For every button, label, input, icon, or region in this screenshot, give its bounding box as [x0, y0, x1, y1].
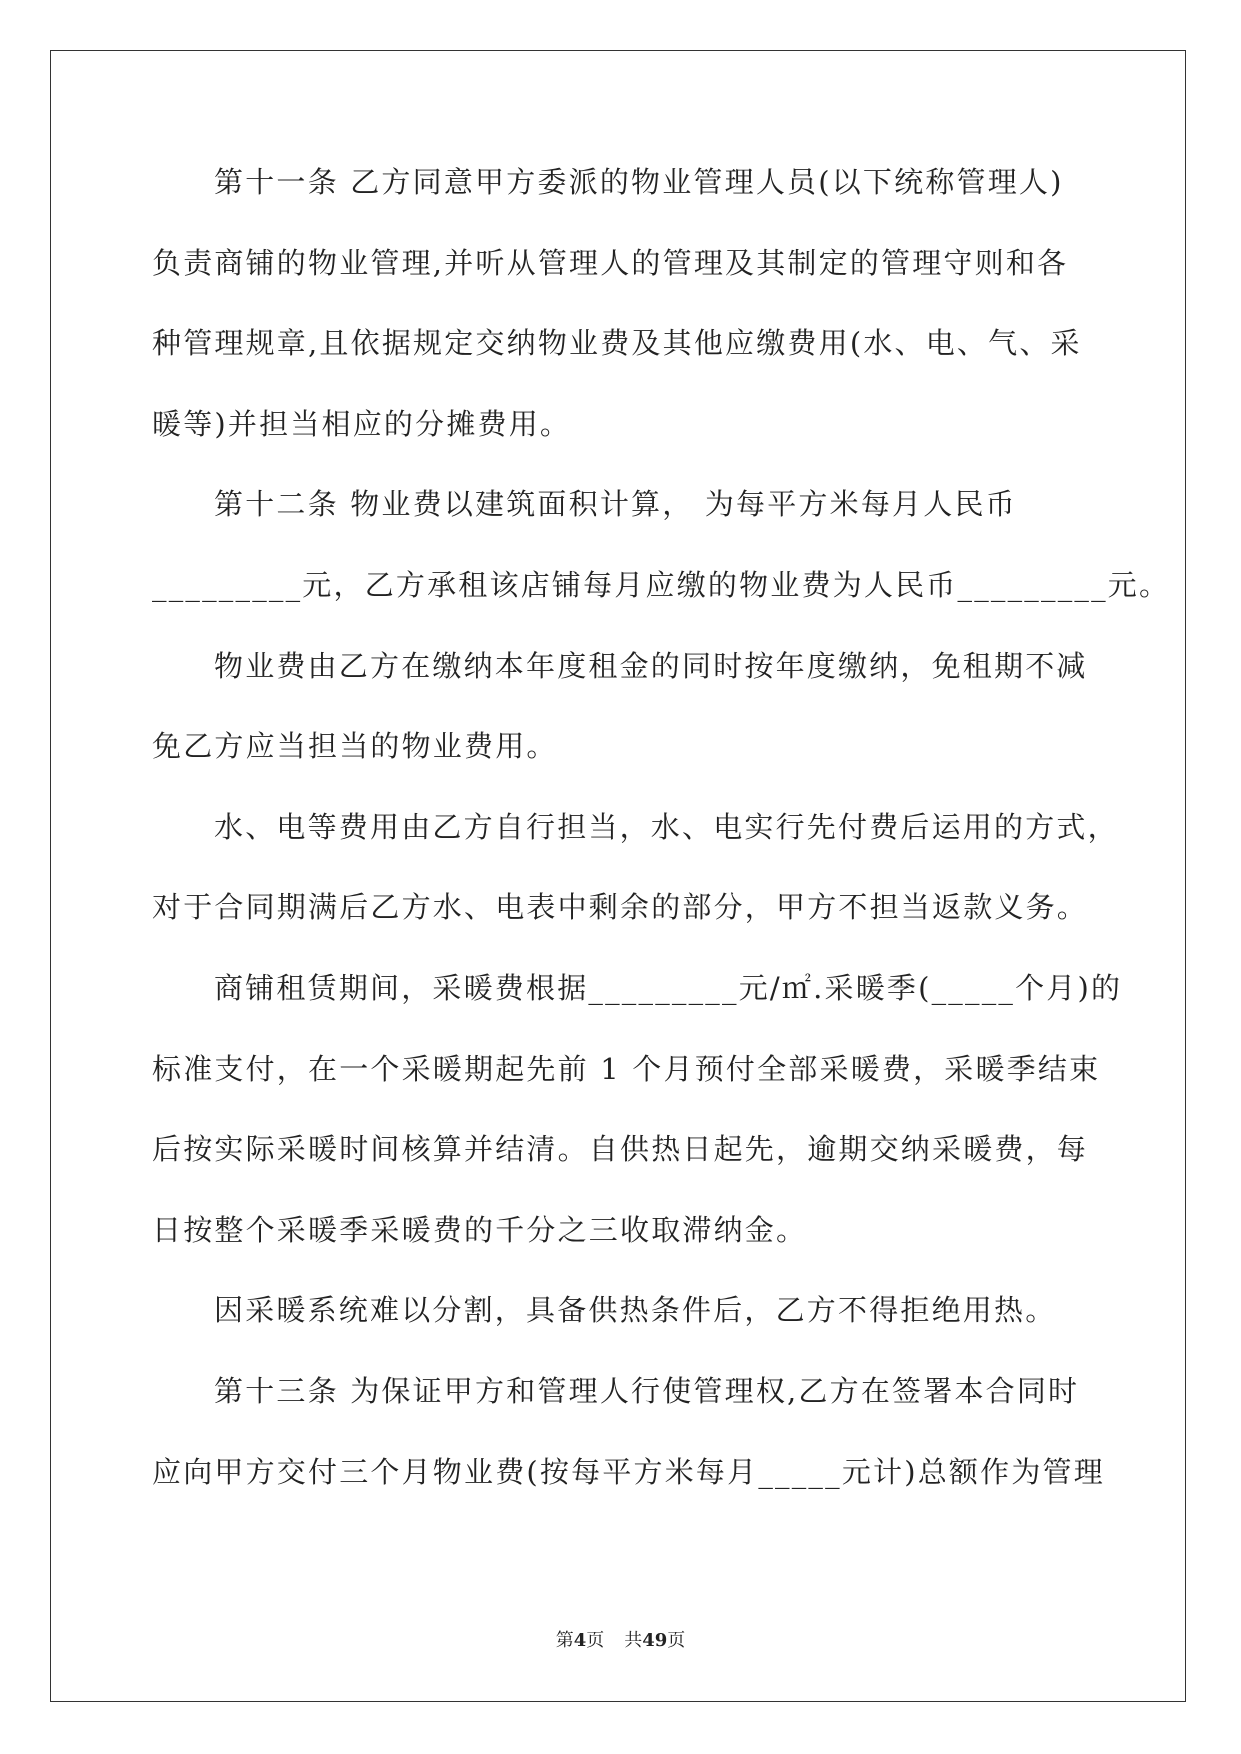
paragraph-line: 应向甲方交付三个月物业费(按每平方米每月_____元计)总额作为管理	[152, 1454, 1105, 1489]
paragraph-line: 第十一条 乙方同意甲方委派的物业管理人员(以下统称管理人)	[214, 165, 1064, 199]
paragraph-line: 种管理规章,且依据规定交纳物业费及其他应缴费用(水、电、气、采	[152, 326, 1082, 361]
page-suffix: 页	[586, 1630, 605, 1651]
paragraph-line: 标准支付，在一个采暖期起先前 1 个月预付全部采暖费，采暖季结束	[152, 1051, 1101, 1086]
paragraph-line: 因采暖系统难以分割，具备供热条件后，乙方不得拒绝用热。	[214, 1293, 1057, 1328]
paragraph-line: 免乙方应当担当的物业费用。	[152, 729, 558, 764]
total-suffix: 页	[667, 1630, 686, 1651]
paragraph-line: _________元，乙方承租该店铺每月应缴的物业费为人民币_________元。	[152, 567, 1171, 602]
paragraph-line: 第十二条 物业费以建筑面积计算， 为每平方米每月人民币	[214, 487, 1017, 522]
paragraph-line: 暖等)并担当相应的分摊费用。	[152, 406, 572, 441]
paragraph-line: 对于合同期满后乙方水、电表中剩余的部分，甲方不担当返款义务。	[152, 890, 1089, 925]
paragraph-line: 后按实际采暖时间核算并结清。自供热日起先，逾期交纳采暖费，每	[152, 1132, 1089, 1167]
page-footer	[0, 1626, 1241, 1652]
page-prefix: 第	[555, 1630, 574, 1651]
total-prefix: 共	[624, 1630, 643, 1651]
paragraph-line: 物业费由乙方在缴纳本年度租金的同时按年度缴纳，免租期不减	[214, 648, 1088, 683]
paragraph-line: 第十三条 为保证甲方和管理人行使管理权,乙方在签署本合同时	[214, 1373, 1080, 1408]
paragraph-line: 商铺租赁期间，采暖费根据_________元/㎡.采暖季(_____个月)的	[214, 970, 1123, 1005]
paragraph-line: 日按整个采暖季采暖费的千分之三收取滞纳金。	[152, 1212, 808, 1247]
page-number: 4	[573, 1630, 587, 1651]
paragraph-line: 水、电等费用由乙方自行担当，水、电实行先付费后运用的方式，	[214, 809, 1119, 844]
document-body	[152, 163, 1171, 1533]
total-pages: 49	[642, 1630, 668, 1651]
paragraph-line: 负责商铺的物业管理,并听从管理人的管理及其制定的管理守则和各	[152, 245, 1069, 280]
